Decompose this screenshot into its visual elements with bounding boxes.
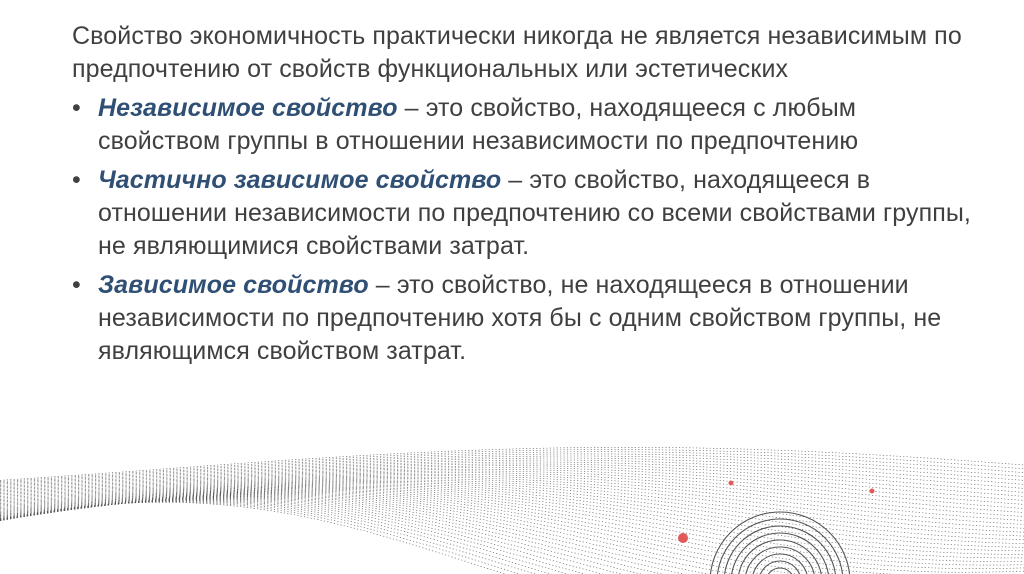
wave-line bbox=[0, 497, 1024, 574]
wave-line bbox=[0, 499, 1024, 574]
wave-line bbox=[0, 456, 1024, 486]
red-dot-large bbox=[678, 533, 688, 543]
wave-line bbox=[0, 471, 1024, 513]
bullet-dependent bbox=[72, 269, 972, 368]
wave-line bbox=[0, 483, 1024, 544]
wave-line bbox=[0, 494, 1024, 574]
wave-line bbox=[0, 484, 1024, 548]
wave-line bbox=[0, 502, 1024, 574]
intro-paragraph: Свойство экономичность практически никогда не является независимым по предпочтению от свойств функциональных или эстетических bbox=[72, 22, 962, 83]
arc-ring bbox=[724, 526, 836, 574]
concentric-arcs bbox=[710, 512, 850, 574]
wave-line bbox=[0, 447, 1024, 480]
wave-line bbox=[0, 485, 1024, 551]
wave-line bbox=[0, 468, 1024, 505]
wave-line bbox=[0, 502, 1024, 574]
wave-line bbox=[0, 498, 1024, 574]
wave-line bbox=[0, 477, 1024, 528]
wave-line bbox=[0, 492, 1024, 574]
bullet-independent bbox=[72, 92, 972, 158]
bullet-marker: • bbox=[72, 94, 81, 122]
definition-list bbox=[72, 92, 972, 368]
term-dependent: Зависимое свойство bbox=[98, 271, 369, 299]
wave-line bbox=[0, 476, 1024, 525]
wave-line bbox=[0, 469, 1024, 508]
definition-independent: – это свойство, находящееся с любым свойством группы в отношении независимости по предпочтению bbox=[98, 94, 859, 155]
arc-ring bbox=[745, 547, 815, 574]
wave-line bbox=[0, 491, 1024, 572]
wave-line bbox=[0, 464, 1024, 497]
wave-line bbox=[0, 501, 1024, 574]
wave-line bbox=[0, 493, 1024, 574]
wave-line bbox=[0, 479, 1024, 533]
wave-line bbox=[0, 462, 1024, 492]
wave-line bbox=[0, 458, 1024, 487]
wave-line bbox=[0, 490, 1024, 568]
definition-partially-dependent: – это свойство, находящееся в отношении независимости по предпочтению со всеми свойствами группы, не являющимися свойствами затрат. bbox=[98, 166, 971, 260]
wave-line bbox=[0, 480, 1024, 536]
wave-line bbox=[0, 481, 1024, 540]
wave-line bbox=[0, 500, 1024, 574]
wave-line bbox=[0, 466, 1024, 501]
wave-line bbox=[0, 501, 1024, 574]
bullet-marker: • bbox=[72, 166, 81, 194]
arc-ring bbox=[717, 519, 843, 574]
wave-line bbox=[0, 496, 1024, 574]
wave-line bbox=[0, 474, 1024, 520]
wave-line bbox=[0, 486, 1024, 554]
red-dot-small bbox=[729, 481, 734, 486]
wave-line bbox=[0, 499, 1024, 574]
wave-line bbox=[0, 452, 1024, 483]
wave-line bbox=[0, 497, 1024, 574]
definition-dependent: – это свойство, не находящееся в отношении независимости по предпочтению хотя бы с одним свойством группы, не являющимся свойством затрат. bbox=[98, 271, 942, 365]
wave-line bbox=[0, 454, 1024, 484]
wave-line bbox=[0, 488, 1024, 561]
arc-ring bbox=[710, 512, 850, 574]
wave-line bbox=[0, 487, 1024, 558]
arc-ring bbox=[759, 561, 801, 574]
wave-line bbox=[0, 473, 1024, 517]
wave-line bbox=[0, 460, 1024, 488]
arc-ring bbox=[752, 554, 808, 574]
arc-ring bbox=[738, 540, 822, 574]
bullet-partially-dependent bbox=[72, 164, 972, 263]
wave-line bbox=[0, 500, 1024, 574]
wave-line bbox=[0, 495, 1024, 574]
bullet-marker: • bbox=[72, 271, 81, 299]
red-dot-small bbox=[870, 489, 875, 494]
wave-line bbox=[0, 495, 1024, 574]
arc-ring bbox=[766, 568, 794, 574]
arc-ring bbox=[731, 533, 829, 574]
term-independent: Независимое свойство bbox=[98, 94, 398, 122]
wave-line bbox=[0, 489, 1024, 565]
term-partially-dependent: Частично зависимое свойство bbox=[98, 166, 502, 194]
dotted-wave-lines bbox=[0, 447, 1024, 574]
wave-line bbox=[0, 450, 1024, 482]
slide-content bbox=[72, 20, 972, 374]
